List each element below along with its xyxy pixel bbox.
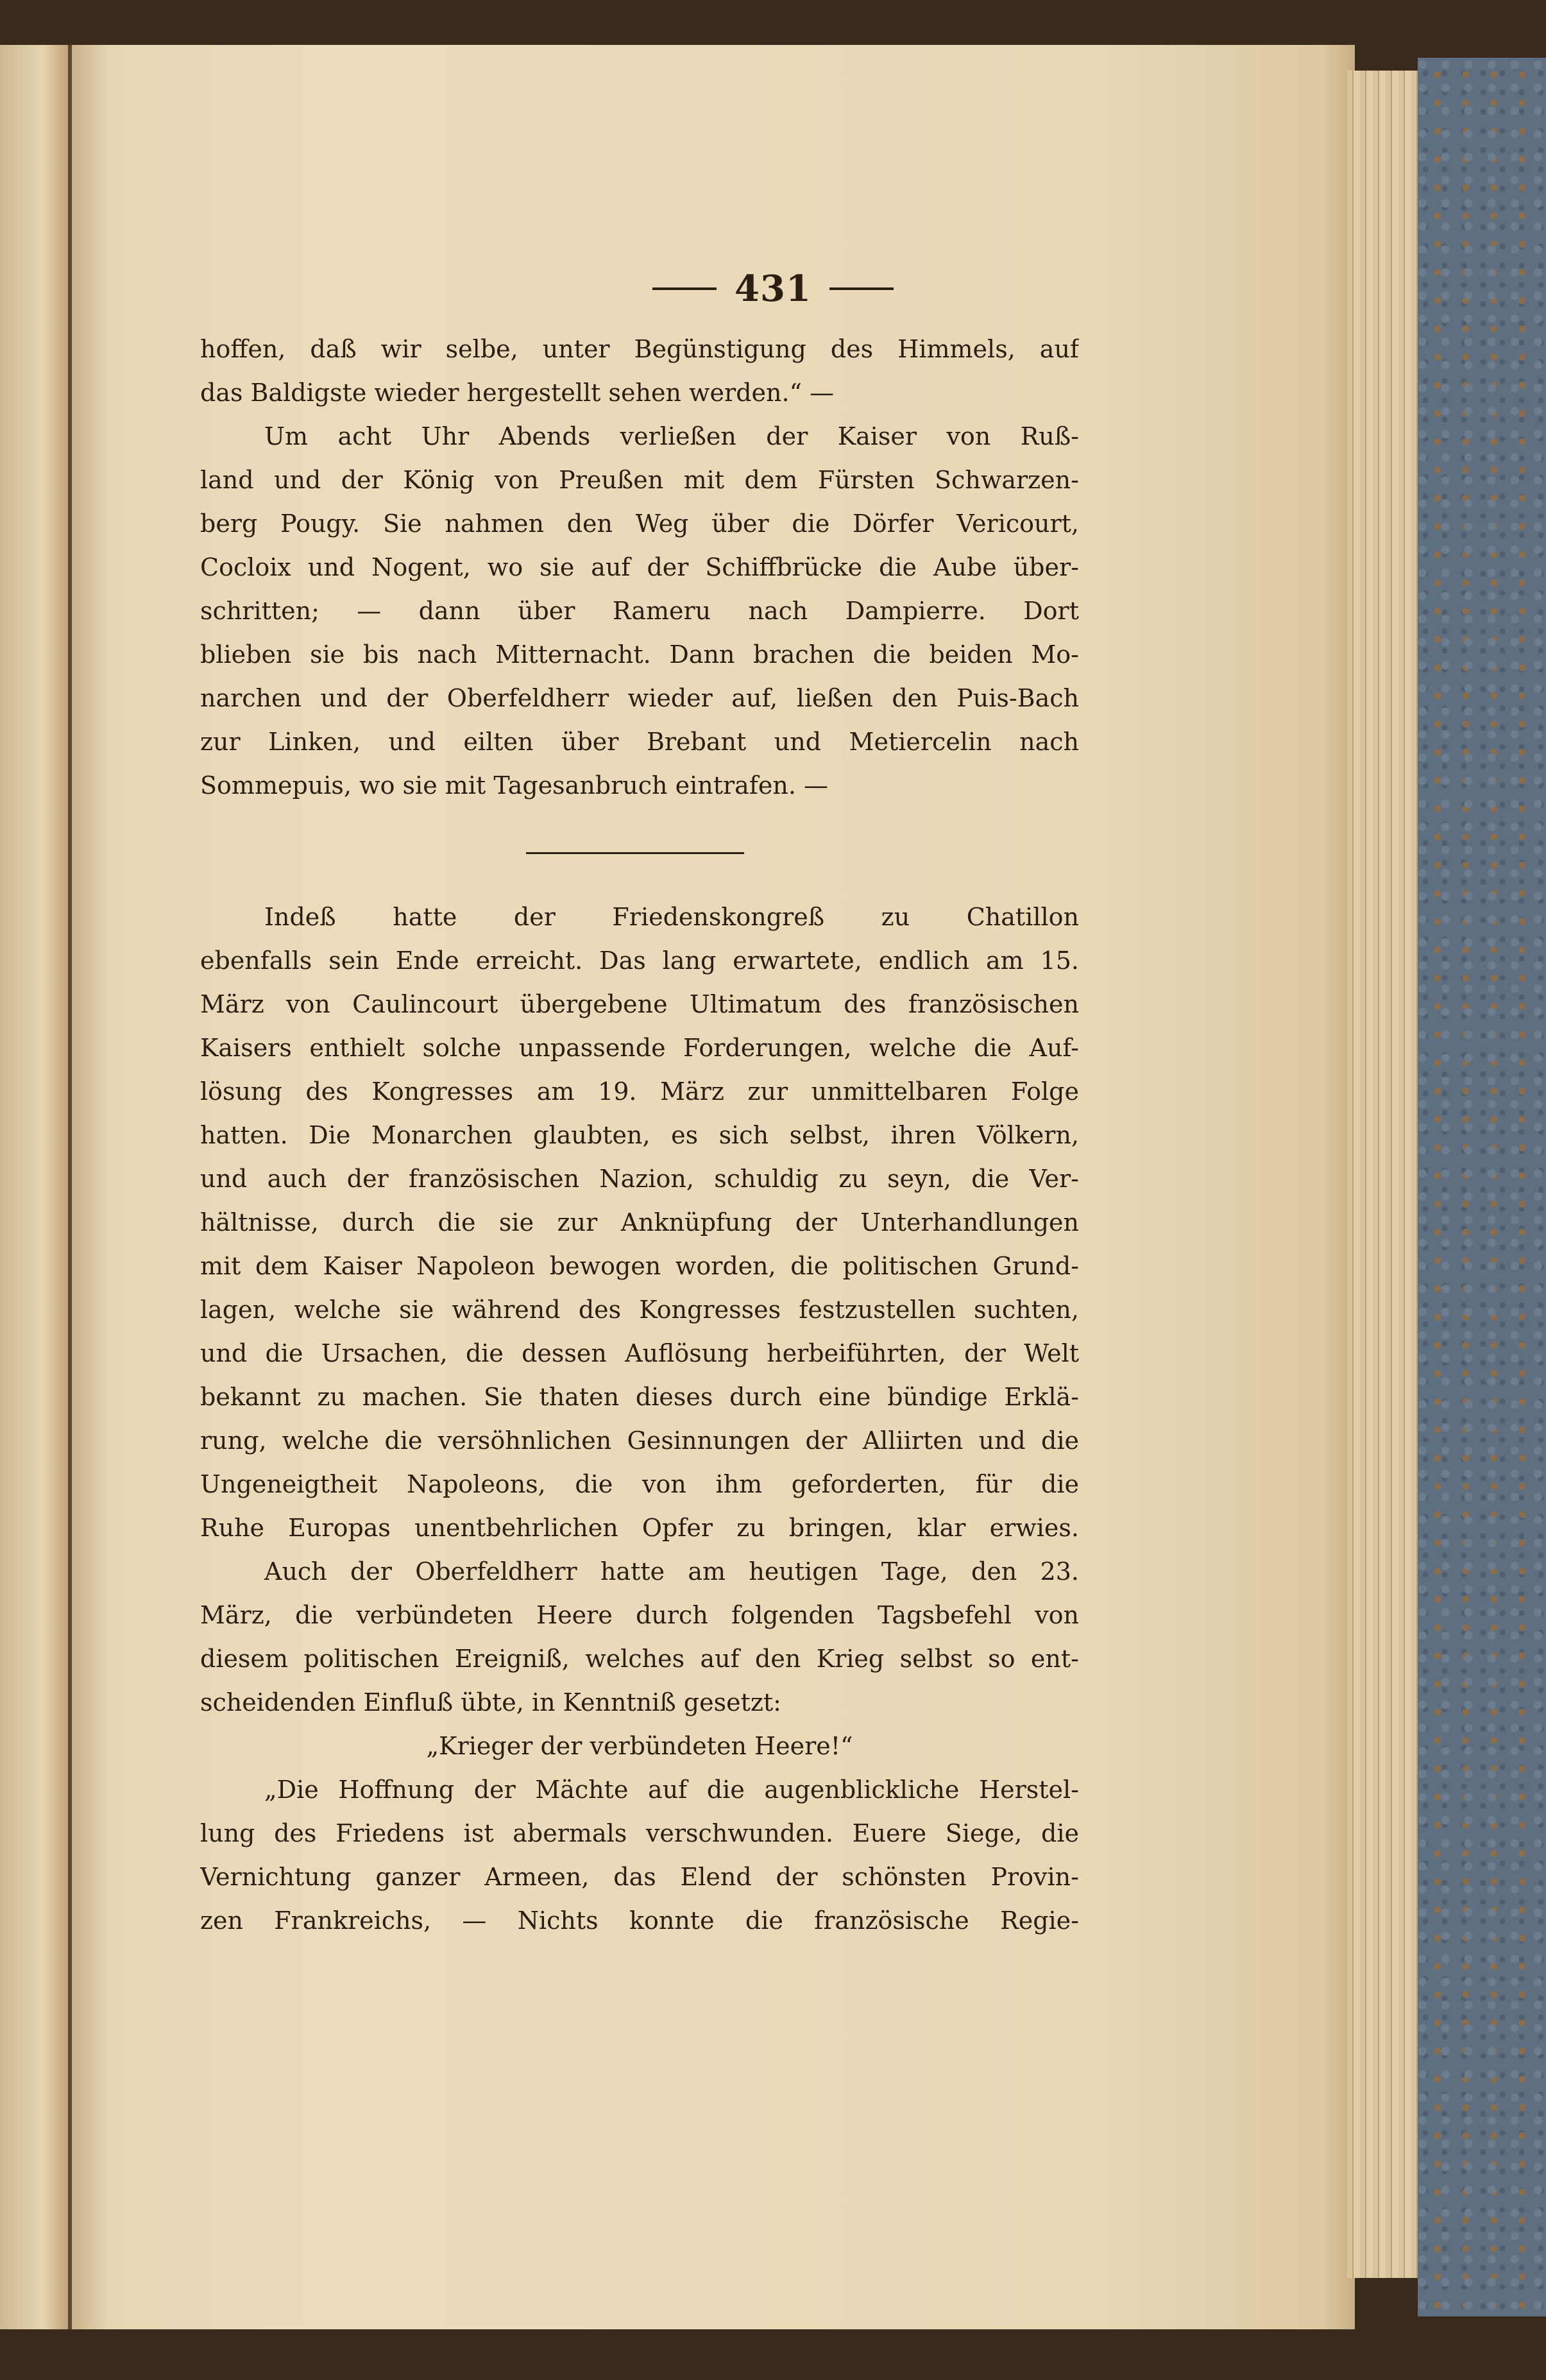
page-header [0,266,1546,311]
text-line: lung des Friedens ist abermals verschwunden. Euere Siege, die [200,1819,1079,1847]
text-block-1 [200,327,1079,807]
text-line: zur Linken, und eilten über Brebant und Metiercelin nach [200,728,1079,756]
text-line: und auch der französischen Nazion, schuldig zu seyn, die Ver- [200,1165,1079,1193]
text-line: blieben sie bis nach Mitternacht. Dann brachen die beiden Mo- [200,640,1079,669]
text-line: ebenfalls sein Ende erreicht. Das lang erwartete, endlich am 15. [200,946,1079,975]
text-line: zen Frankreichs, — Nichts konnte die französische Regie- [200,1906,1079,1935]
text-line: narchen und der Oberfeldherr wieder auf, ließen den Puis-Bach [200,684,1079,712]
text-line: „Die Hoffnung der Mächte auf die augenblickliche Herstel- [264,1776,1079,1804]
text-line: Cocloix und Nogent, wo sie auf der Schiffbrücke die Aube über- [200,553,1079,581]
marbled-cover [1418,58,1546,2316]
text-line: hatten. Die Monarchen glaubten, es sich selbst, ihren Völkern, [200,1121,1079,1149]
page-number: 431 [735,268,811,310]
text-block-2 [200,895,1079,1942]
header-dash-left [652,287,717,290]
text-line: lagen, welche sie während des Kongresses festzustellen suchten, [200,1296,1079,1324]
text-line: land und der König von Preußen mit dem Fürsten Schwarzen- [200,466,1079,494]
text-line: berg Pougy. Sie nahmen den Weg über die Dörfer Vericourt, [200,509,1079,538]
text-line: rung, welche die versöhnlichen Gesinnungen der Alliirten und die [200,1426,1079,1455]
text-line: Vernichtung ganzer Armeen, das Elend der schönsten Provin- [200,1863,1079,1891]
text-line: und die Ursachen, die dessen Auflösung herbeiführten, der Welt [200,1339,1079,1367]
text-line: hältnisse, durch die sie zur Anknüpfung der Unterhandlungen [200,1208,1079,1237]
text-line: hoffen, daß wir selbe, unter Begünstigung des Himmels, auf [200,335,1079,363]
text-line: Indeß hatte der Friedenskongreß zu Chatillon [264,903,1079,931]
text-line: das Baldigste wieder hergestellt sehen werden.“ — [200,379,835,407]
text-line: Ruhe Europas unentbehrlichen Opfer zu bringen, klar erwies. [200,1514,1079,1542]
facing-page-edge [0,45,72,2329]
text-line: Sommepuis, wo sie mit Tagesanbruch eintrafen. — [200,771,829,800]
text-line: scheidenden Einfluß übte, in Kenntniß gesetzt: [200,1688,781,1717]
text-line: März von Caulincourt übergebene Ultimatum des französischen [200,990,1079,1018]
text-line: schritten; — dann über Rameru nach Dampierre. Dort [200,597,1079,625]
text-line: bekannt zu machen. Sie thaten dieses durch eine bündige Erklä- [200,1383,1079,1411]
text-line: Kaisers enthielt solche unpassende Forderungen, welche die Auf- [200,1034,1079,1062]
text-line: diesem politischen Ereigniß, welches auf den Krieg selbst so ent- [200,1645,1079,1673]
header-dash-right [829,287,894,290]
section-divider [526,852,744,854]
text-line: Um acht Uhr Abends verließen der Kaiser von Ruß- [264,422,1079,450]
text-line: „Krieger der verbündeten Heere!“ [426,1732,853,1760]
text-line: mit dem Kaiser Napoleon bewogen worden, die politischen Grund- [200,1252,1079,1280]
page-stack-edges [1347,71,1418,2278]
text-line: März, die verbündeten Heere durch folgenden Tagsbefehl von [200,1601,1079,1629]
text-line: Auch der Oberfeldherr hatte am heutigen Tage, den 23. [264,1557,1079,1586]
text-line: lösung des Kongresses am 19. März zur unmittelbaren Folge [200,1077,1079,1106]
text-line: Ungeneigtheit Napoleons, die von ihm geforderten, für die [200,1470,1079,1498]
